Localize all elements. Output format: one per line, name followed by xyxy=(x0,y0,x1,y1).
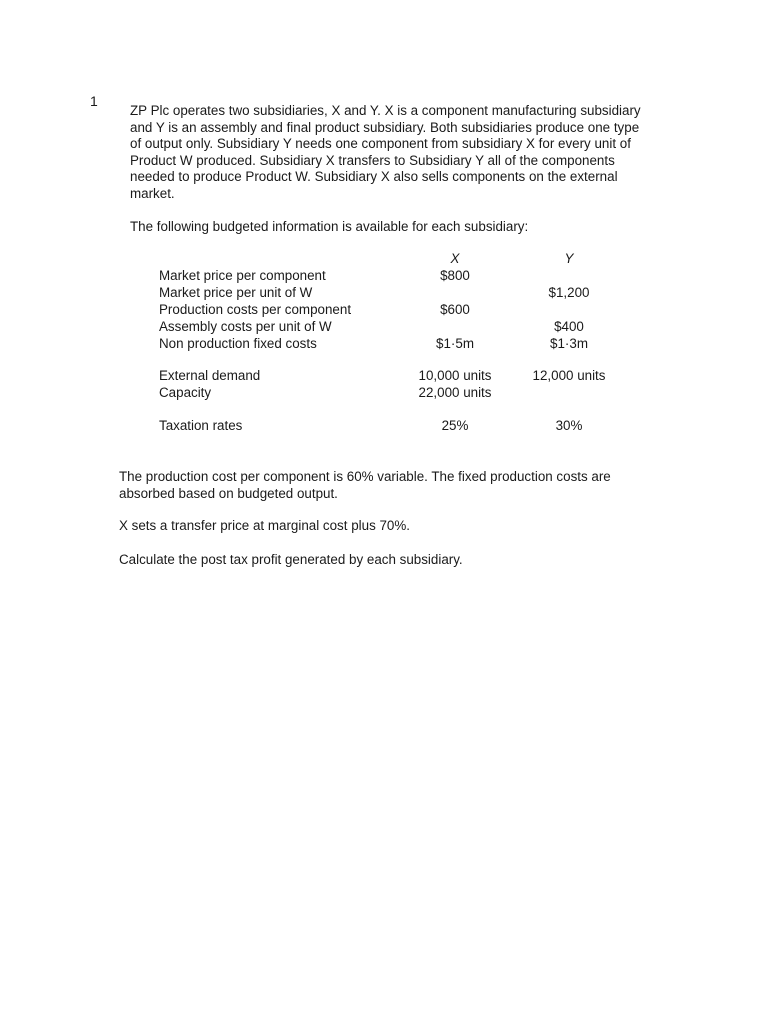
cell-x: $1·5m xyxy=(436,336,474,351)
row-label: Market price per component xyxy=(159,268,326,283)
row-label: Assembly costs per unit of W xyxy=(159,319,332,334)
paragraph-instruction xyxy=(119,552,679,569)
paragraph-line: absorbed based on budgeted output. xyxy=(119,485,338,501)
intro-line: market. xyxy=(130,185,175,201)
question-number: 1 xyxy=(90,93,98,109)
row-label: Production costs per component xyxy=(159,302,352,317)
intro-line: of output only. Subsidiary Y needs one component from subsidiary X for every unit of xyxy=(130,136,631,152)
cell-x: $800 xyxy=(440,268,470,283)
cell-y: $1·3m xyxy=(550,336,588,351)
row-label: Non production fixed costs xyxy=(159,336,317,351)
paragraph-line: X sets a transfer price at marginal cost plus 70%. xyxy=(119,518,411,533)
cell-x: 25% xyxy=(441,418,469,433)
intro-line: ZP Plc operates two subsidiaries, X and Y. X is a component manufacturing subsidiary xyxy=(130,103,641,118)
column-header-x: X xyxy=(450,251,460,266)
table-lead-text: The following budgeted information is available for each subsidiary: xyxy=(130,219,529,234)
column-header-y: Y xyxy=(564,251,574,266)
row-label: Taxation rates xyxy=(159,418,243,433)
row-label: Capacity xyxy=(159,385,212,400)
paragraph-transfer-price xyxy=(119,518,679,535)
cell-y: $400 xyxy=(554,319,584,334)
intro-line: Product W produced. Subsidiary X transfers to Subsidiary Y all of the components xyxy=(130,152,615,168)
cell-x: $600 xyxy=(440,302,470,317)
paragraph-line: The production cost per component is 60% variable. The fixed production costs are xyxy=(119,469,611,484)
paragraph-cost-note xyxy=(119,469,679,502)
cell-y: 12,000 units xyxy=(532,368,606,383)
cell-x: 10,000 units xyxy=(418,368,492,383)
intro-line: and Y is an assembly and final product subsidiary. Both subsidiaries produce one type xyxy=(130,119,640,135)
cell-y: 30% xyxy=(555,418,583,433)
paragraph-line: Calculate the post tax profit generated by each subsidiary. xyxy=(119,552,463,567)
cell-y: $1,200 xyxy=(548,285,590,300)
intro-paragraph xyxy=(130,103,678,203)
intro-line: needed to produce Product W. Subsidiary X also sells components on the external xyxy=(130,169,618,185)
row-label: Market price per unit of W xyxy=(159,285,313,300)
cell-x: 22,000 units xyxy=(418,385,492,400)
row-label: External demand xyxy=(159,368,261,383)
